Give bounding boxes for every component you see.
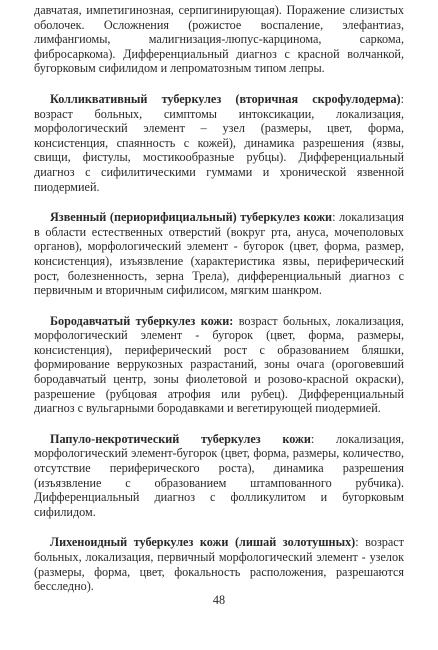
paragraph-term: Бородавчатый туберкулез кожи: <box>50 313 234 328</box>
paragraph-text: возраст больных, симптомы интоксикации, локализация, морфологический элемент – узел (размеры, цвет, форма, консистенция, спаянность с кожей), динамика разрешения (язвы, свищи, фистулы, мостикообразные рубцы). Дифференциальный диагноз с сифилитическими гуммами и хронической язвенной пиодермией. <box>34 106 404 194</box>
paragraph-term: Колликвативный туберкулез (вторичная скрофулодерма) <box>50 91 401 106</box>
paragraph-text: локализация, морфологический элемент-бугорок (цвет, форма, размеры, количество, отсутствие периферического роста), динамика разрешения (изъязвление с образованием штампованного рубчика). Дифференциальный диагноз с фолликулитом и бугорковым сифилидом. <box>34 431 404 519</box>
paragraph-papulonecrotic-tuberculosis <box>34 432 404 520</box>
paragraph-text: локализация в области естественных отверстий (вокруг рта, ануса, мочеполовых органов), морфологический элемент - бугорок (цвет, форма, размер, консистенция), изъязвление (характеристика язвы, периферический рост, болезненность, зерна Трела), дифференциальный диагноз с первичным и вторичным сифилисом, мягким шанкром. <box>34 210 404 298</box>
paragraph-continuation <box>34 3 404 76</box>
paragraph-separator: : <box>332 210 336 225</box>
paragraph-ulcerative-tuberculosis <box>34 210 404 298</box>
paragraph-separator: : <box>310 431 315 446</box>
paragraph-term: Язвенный (периорифициальный) туберкулез кожи <box>50 210 333 225</box>
paragraph-term: Лихеноидный туберкулез кожи (лишай золотушных) <box>50 535 356 550</box>
paragraph-text: возраст больных, локализация, первичный морфологический элемент - узелок (размеры, форма, цвет, фокальность расположения, разрешаются бесследно). <box>34 535 404 594</box>
paragraph-text: давчатая, импетигинозная, серпигинирующая). Поражение слизистых оболочек. Осложнения (рожистое воспаление, элефантиаз, лимфангиомы, малигнизация-люпус-карцинома, саркома, фибросаркома). Дифференциальный диагноз с красной волчанкой, бугорковым сифилидом и лепроматозным типом лепры. <box>34 3 404 76</box>
paragraph-separator: : <box>400 91 404 106</box>
paragraph-lichenoid-tuberculosis <box>34 535 404 593</box>
paragraph-term: Папуло-некротический туберкулез кожи <box>50 431 311 446</box>
paragraph-colliquative-tuberculosis <box>34 92 404 194</box>
paragraph-text: возраст больных, локализация, морфологический элемент - бугорок (цвет, форма, размеры, консистенция), периферический рост с образованием бляшки, формирование веррукозных разрастаний, зоны очага (ороговевший бородавчатый центр, зоны фиолетовой и розово-красной окраски), разрешение (рубцовая атрофия или рубец). Дифференциальный диагноз с вульгарными бородавками и вегетирующей пиодермией. <box>34 313 404 416</box>
paragraph-separator: : <box>355 535 359 550</box>
page-number: 48 <box>212 593 226 607</box>
paragraph-verrucous-tuberculosis <box>34 314 404 416</box>
